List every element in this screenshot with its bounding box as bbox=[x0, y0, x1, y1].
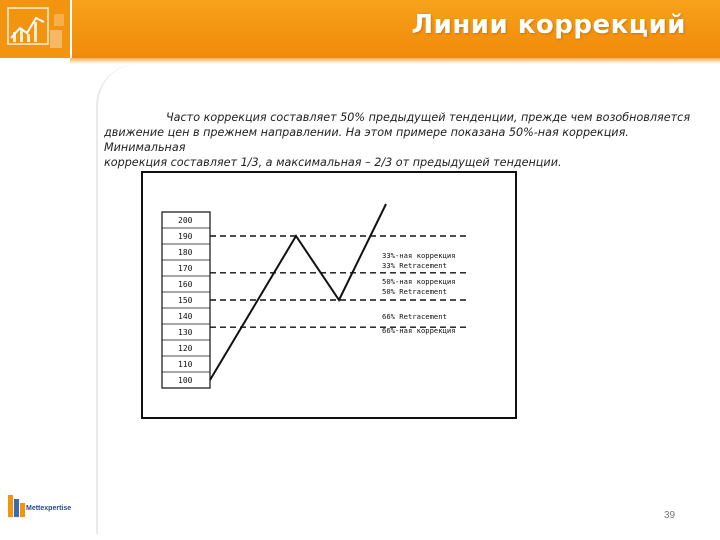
y-tick-label: 170 bbox=[178, 264, 193, 273]
y-tick-label: 180 bbox=[178, 248, 193, 257]
retracement-label: 50% Retracement bbox=[382, 287, 447, 296]
y-tick-label: 130 bbox=[178, 328, 193, 337]
y-tick-label: 160 bbox=[178, 280, 193, 289]
chart-logo-icon bbox=[0, 0, 70, 58]
y-tick-label: 120 bbox=[178, 344, 193, 353]
price-line bbox=[210, 204, 386, 380]
header-logo bbox=[0, 0, 72, 58]
y-tick-label: 200 bbox=[178, 216, 193, 225]
retracement-label: 33% Retracement bbox=[382, 260, 447, 270]
y-tick-label: 100 bbox=[178, 376, 193, 385]
y-tick-label: 150 bbox=[178, 296, 193, 305]
retracement-label: 50%-ная коррекция bbox=[382, 277, 456, 286]
description-line: коррекция составляет 1/3, а максимальная – 2/3 от предыдущей тенденции. bbox=[104, 156, 562, 169]
y-tick-label: 110 bbox=[178, 360, 193, 369]
retracement-chart bbox=[104, 106, 704, 436]
retracement-label: 66% Retracement bbox=[382, 312, 447, 322]
retracement-label: 33%-ная коррекция bbox=[382, 250, 456, 260]
chart-frame bbox=[142, 172, 516, 418]
y-tick-label: 190 bbox=[178, 232, 193, 241]
description-line: движение цен в прежнем направлении. На этом примере показана 50%-ная коррекция. Минимальная bbox=[104, 126, 629, 154]
description-line: Часто коррекция составляет 50% предыдущей тенденции, прежде чем возобновляется bbox=[166, 111, 691, 124]
slide-title: Линии коррекций bbox=[411, 10, 686, 40]
header-shadow bbox=[70, 58, 720, 64]
retracement-label: 66%-ная коррекция bbox=[382, 326, 456, 336]
footer-logo-text: Mettexpertise bbox=[26, 505, 72, 512]
page-number: 39 bbox=[664, 510, 676, 521]
y-tick-label: 140 bbox=[178, 312, 193, 321]
